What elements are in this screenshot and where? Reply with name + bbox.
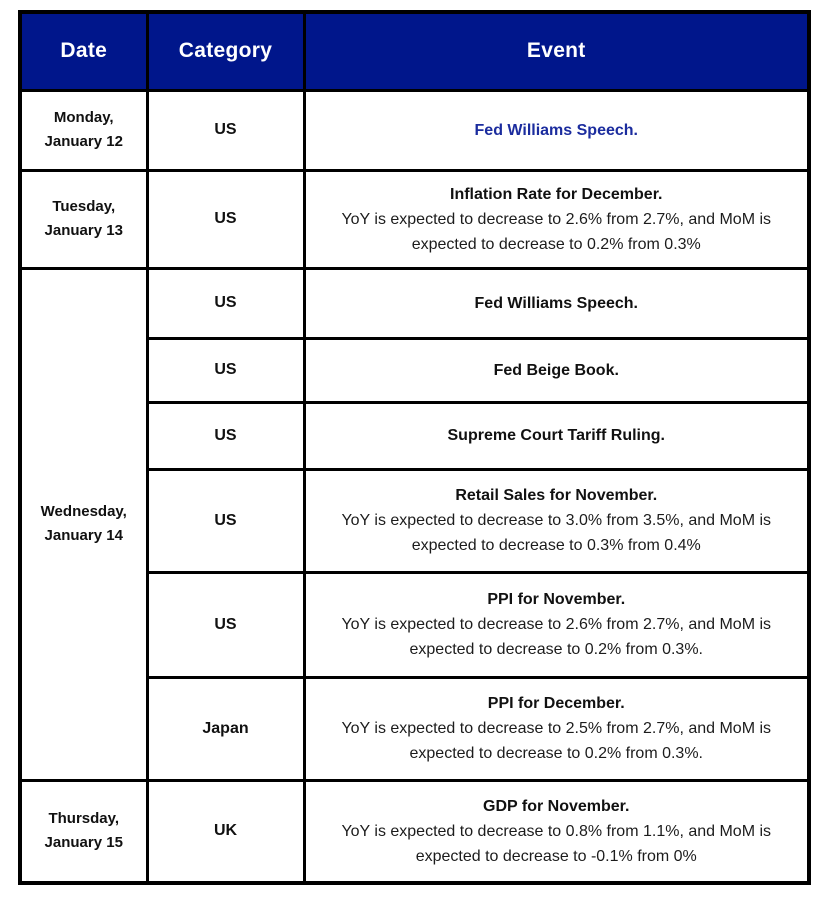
category-cell: US: [147, 402, 304, 469]
event-title: Inflation Rate for December.: [450, 185, 663, 203]
event-title: Fed Williams Speech.: [474, 294, 638, 312]
event-detail: YoY is expected to decrease to 2.6% from 2.7%, and MoM is expected to decrease to 0.2% from 0.3%: [341, 210, 772, 253]
date-line-1: Wednesday,: [40, 503, 127, 520]
date-cell: [20, 90, 147, 170]
event-cell: [304, 338, 809, 402]
event-detail: YoY is expected to decrease to 0.8% from 1.1%, and MoM is expected to decrease to -0.1% from 0%: [341, 822, 772, 865]
table-row: [20, 90, 809, 170]
event-cell: [304, 677, 809, 780]
date-line-2: January 12: [44, 133, 123, 150]
event-title: Fed Williams Speech.: [474, 121, 638, 139]
event-cell: [304, 90, 809, 170]
category-cell: US: [147, 90, 304, 170]
column-header-category: Category: [147, 12, 304, 90]
event-cell: [304, 268, 809, 338]
event-detail: YoY is expected to decrease to 2.5% from 2.7%, and MoM is expected to decrease to 0.2% from 0.3%.: [341, 720, 772, 762]
event-cell: [304, 469, 809, 572]
event-title: Supreme Court Tariff Ruling.: [447, 427, 665, 444]
event-cell: [304, 780, 809, 883]
date-cell: [20, 170, 147, 268]
event-cell: [304, 572, 809, 677]
table-row: [20, 170, 809, 268]
event-title: PPI for November.: [487, 591, 626, 608]
event-detail: YoY is expected to decrease to 2.6% from 2.7%, and MoM is expected to decrease to 0.2% from 0.3%.: [341, 616, 772, 658]
date-line-1: Tuesday,: [52, 198, 116, 215]
date-line-1: Thursday,: [48, 810, 120, 828]
table-row: [20, 268, 809, 338]
event-title: PPI for December.: [487, 695, 625, 712]
date-line-2: January 15: [44, 834, 123, 852]
header-row: [20, 12, 809, 90]
category-cell: Japan: [147, 677, 304, 780]
category-cell: US: [147, 572, 304, 677]
column-header-event: Event: [304, 12, 809, 90]
category-cell: US: [147, 338, 304, 402]
category-cell: US: [147, 469, 304, 572]
category-cell: US: [147, 268, 304, 338]
date-line-1: Monday,: [53, 109, 114, 126]
table-row: [20, 780, 809, 883]
event-cell: [304, 402, 809, 469]
event-title: Retail Sales for November.: [455, 487, 658, 504]
date-cell: [20, 268, 147, 780]
column-header-date: Date: [20, 12, 147, 90]
category-cell: US: [147, 170, 304, 268]
category-cell: UK: [147, 780, 304, 883]
date-cell: [20, 780, 147, 883]
event-title: Fed Beige Book.: [493, 361, 619, 379]
date-line-2: January 13: [44, 222, 123, 239]
event-detail: YoY is expected to decrease to 3.0% from 3.5%, and MoM is expected to decrease to 0.3% from 0.4%: [341, 512, 772, 554]
event-title: GDP for November.: [483, 797, 630, 815]
date-line-2: January 14: [44, 527, 123, 544]
event-cell: [304, 170, 809, 268]
economic-calendar-table: [18, 10, 811, 885]
